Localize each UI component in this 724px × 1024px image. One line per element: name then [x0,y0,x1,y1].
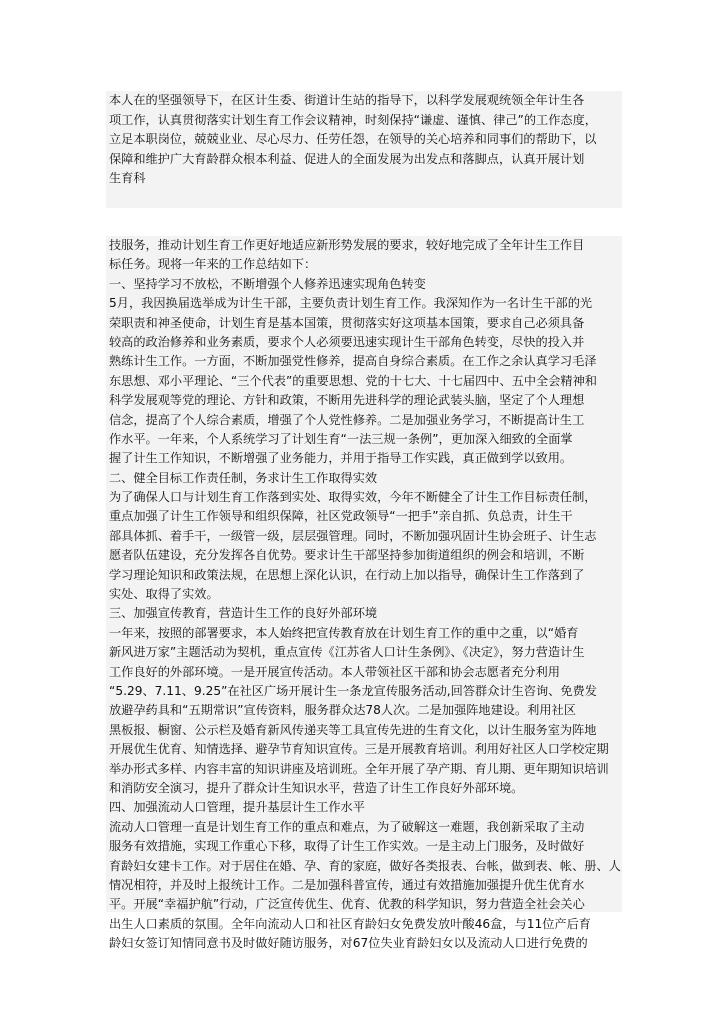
text-line: 5月，我因换届选举成为计生干部，主要负责计划生育工作。我深知作为一名计生干部的光 [109,296,593,311]
text-line: 一年来，按照的部署要求，本人始终把宣传教育放在计划生育工作的重中之重，以“婚育 [109,625,579,640]
text-line: 技服务，推动计划生育工作更好地适应新形势发展的要求，较好地完成了全年计生工作目 [109,238,585,252]
text-line: 为了确保人口与计划生育工作落到实处、取得实效，今年不断健全了计生工作目标责任制， [109,490,597,505]
text-line: 保障和维护广大育龄群众根本利益、促进人的全面发展为出发点和落脚点，认真开展计划 [109,151,585,166]
text-line: 本人在的坚强领导下，在区计生委、街道计生站的指导下，以科学发展观统领全年计生各 [109,93,585,107]
text-line: 熟练计生工作。一方面，不断加强党性修养，提高自身综合素质。在工作之余认真学习毛泽 [109,354,597,369]
text-line: 一、坚持学习不放松，不断增强个人修养迅速实现角色转变 [109,276,426,291]
summary-body [106,236,622,951]
text-line: 重点加强了计生工作领导和组织保障，社区党政领导“一把手”亲自抓、负总责，计生干 [109,509,573,524]
text-line: 实处、取得了实效。 [109,587,219,602]
text-line: 放避孕药具和“五期常识”宣传资料，服务群众达78人次。二是加强阵地建设。利用社区 [109,703,576,718]
text-line: 黑板报、橱窗、公示栏及婚育新风传递夹等工具宣传先进的生育文化，以计生服务室为阵地 [109,722,597,737]
intro-paragraph [106,91,622,208]
text-line: 服务有效措施，实现工作重心下移，取得了计生工作实效。一是主动上门服务，及时做好 [109,839,585,854]
text-line: 和消防安全演习，提升了群众计生知识水平，营造了计生工作良好外部环境。 [109,780,524,795]
text-line: 部具体抓、着手干，一级管一级，层层强管理。同时，不断加强巩固计生协会班子、计生志 [109,528,597,543]
text-line: 流动人口管理一直是计划生育工作的重点和难点，为了破解这一难题，我创新采取了主动 [109,819,585,834]
text-line: 项工作，认真贯彻落实计划生育工作会议精神，时刻保持“谦虚、谨慎、律己”的工作态度， [109,112,597,127]
text-line: 三、加强宣传教育，营造计生工作的良好外部环境 [109,606,378,621]
text-line: 二、健全目标工作责任制，务求计生工作取得实效 [109,470,378,485]
text-line: 开展优生优育、知情选择、避孕节育知识宣传。三是开展教育培训。利用好社区人口学校定期 [109,742,609,757]
text-line: 学习理论知识和政策法规，在思想上深化认识，在行动上加以指导，确保计生工作落到了 [109,567,585,582]
text-line: 作水平。一年来，个人系统学习了计划生育“一法三规一条例”，更加深入细致的全面掌 [109,431,573,446]
text-line: 较高的政治修养和业务素质，要求个人必须要迅速实现计生干部角色转变，尽快的投入并 [109,334,585,349]
text-line: 信念，提高了个人综合素质，增强了个人党性修养。二是加强业务学习，不断提高计生工 [109,412,585,427]
text-line: 平。开展“幸福护航”行动，广泛宣传优生、优育、优教的科学知识，努力营造全社会关心 [109,897,585,912]
text-line: 育龄妇女建卡工作。对于居住在婚、孕、育的家庭，做好各类报表、台帐，做到表、帐、册、人 [109,858,621,873]
text-line: 出生人口素质的氛围。全年向流动人口和社区育龄妇女免费发放叶酸46盒，与11位产后育 [109,916,591,931]
text-line: 科学发展观等党的理论、方针和政策，不断用先进科学的理论武装头脑，坚定了个人理想 [109,393,585,408]
text-line: 标任务。现将一年来的工作总结如下： [109,257,317,272]
text-line: 生育科 [109,171,146,185]
text-line: 情况相符，并及时上报统计工作。二是加强科普宣传，通过有效措施加强提升优生优育水 [109,877,585,892]
text-line: 工作良好的外部环境。一是开展宣传活动。本人带领社区干部和协会志愿者充分利用 [109,664,560,679]
text-line: 龄妇女签订知情同意书及时做好随访服务，对67位失业育龄妇女以及流动人口进行免费的 [109,936,588,951]
text-line: “5.29、7.11、9.25”在社区广场开展计生一条龙宣传服务活动,回答群众计生咨询、免费发 [109,683,597,698]
text-line: 东思想、邓小平理论、“三个代表”的重要思想、党的十七大、十七届四中、五中全会精神和 [109,373,597,388]
text-line: 举办形式多样、内容丰富的知识讲座及培训班。全年开展了孕产期、育儿期、更年期知识培训 [109,761,609,776]
text-line: 握了计生工作知识，不断增强了业务能力，并用于指导工作实践，真正做到学以致用。 [109,451,573,466]
text-line: 立足本职岗位，兢兢业业、尽心尽力、任劳任怨，在领导的关心培养和同事们的帮助下，以 [109,132,597,146]
text-line: 四、加强流动人口管理，提升基层计生工作水平 [109,800,365,815]
text-line: 新风进万家”主题活动为契机，重点宣传《江苏省人口计生条例》、《决定》，努力营造计生 [109,645,585,660]
text-line: 荣职责和神圣使命，计划生育是基本国策，贯彻落实好这项基本国策，要求自己必须具备 [109,315,585,330]
text-line: 愿者队伍建设，充分发挥各自优势。要求计生干部坚持参加街道组织的例会和培训，不断 [109,548,585,563]
